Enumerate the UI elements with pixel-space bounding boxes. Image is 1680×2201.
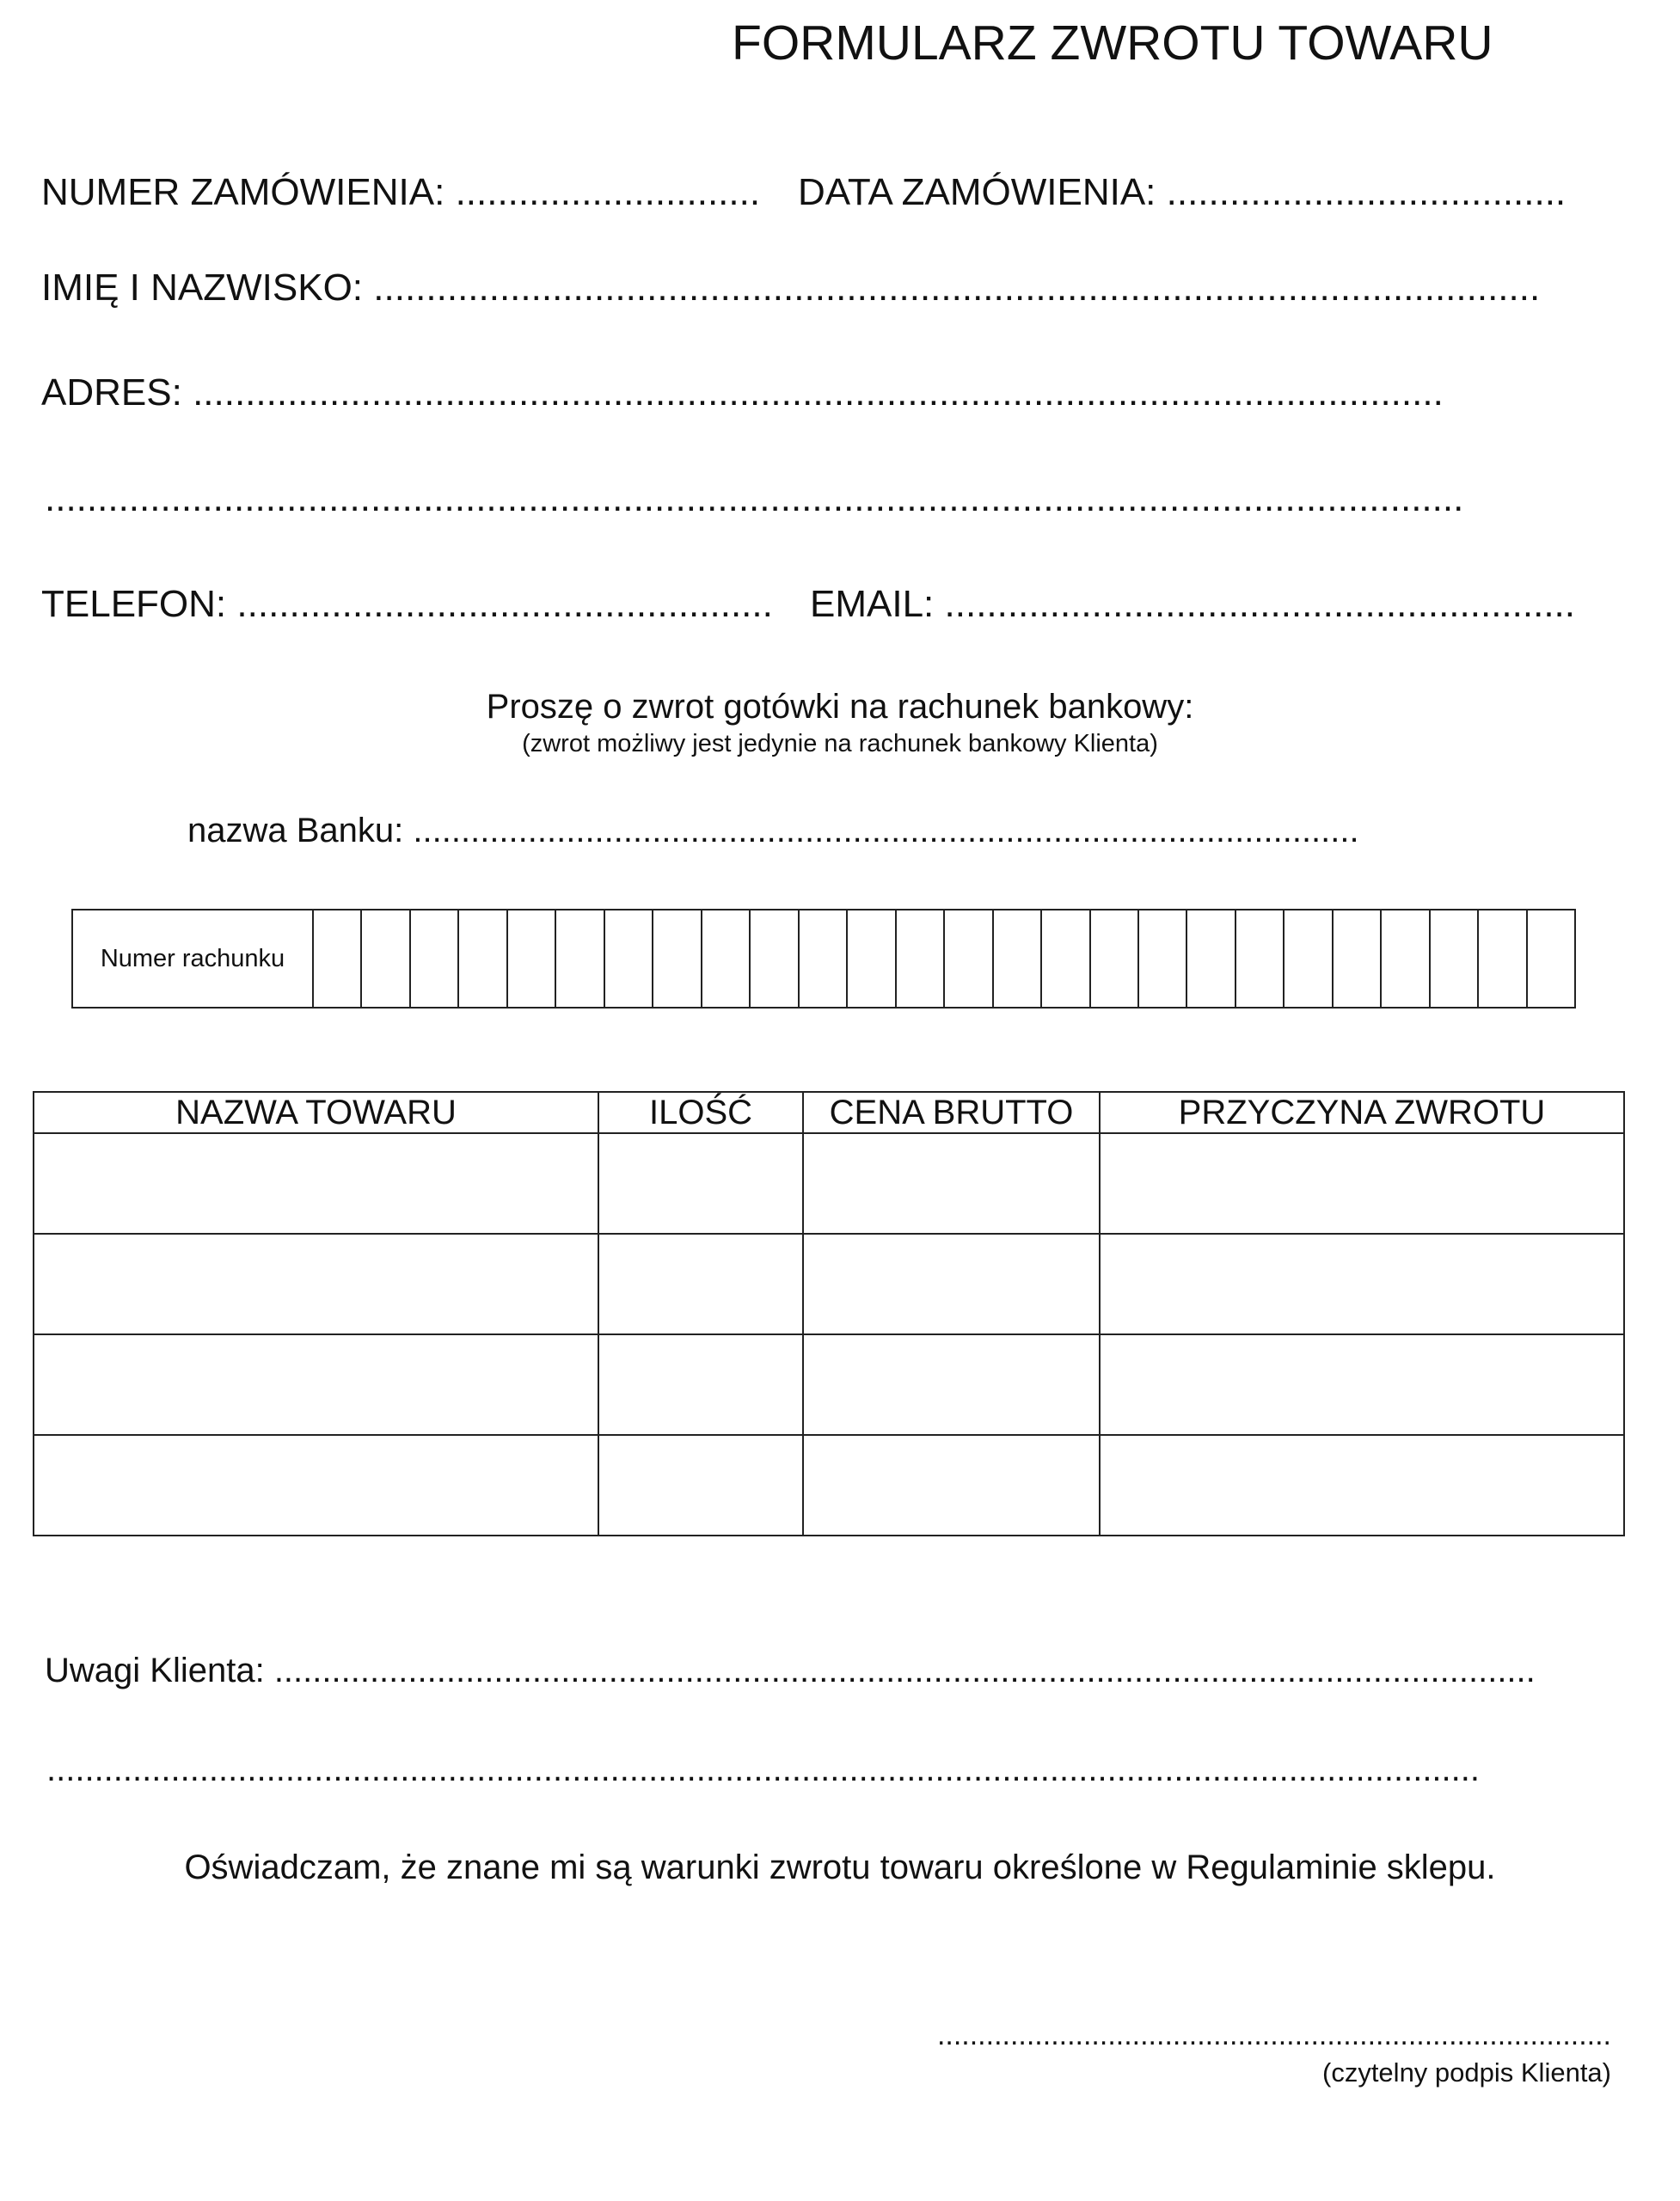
address-label: ADRES: — [41, 371, 182, 414]
account-digit-cell[interactable] — [411, 910, 459, 1007]
phone-field[interactable] — [41, 583, 773, 625]
bank-name-field[interactable] — [187, 813, 1359, 848]
email-field[interactable] — [810, 583, 1575, 625]
account-number-cells — [314, 910, 1574, 1007]
customer-remarks-field[interactable] — [45, 1653, 1536, 1688]
account-number-label: Numer rachunku — [73, 910, 314, 1007]
account-digit-cell[interactable] — [1091, 910, 1139, 1007]
account-digit-cell[interactable] — [1187, 910, 1235, 1007]
account-digit-cell[interactable] — [459, 910, 507, 1007]
cell-gross-price[interactable] — [803, 1334, 1100, 1435]
cell-product-name[interactable] — [34, 1334, 598, 1435]
account-digit-cell[interactable] — [1479, 910, 1527, 1007]
account-digit-cell[interactable] — [1431, 910, 1479, 1007]
table-row — [34, 1133, 1624, 1234]
account-digit-cell[interactable] — [848, 910, 896, 1007]
signature-caption: (czytelny podpis Klienta) — [1322, 2057, 1611, 2088]
full-name-field[interactable] — [41, 269, 1540, 307]
address-field[interactable] — [41, 371, 1444, 414]
column-header-quantity: ILOŚĆ — [598, 1092, 803, 1133]
cell-product-name[interactable] — [34, 1133, 598, 1234]
declaration-text: Oświadczam, że znane mi są warunki zwrotu towaru określone w Regulaminie sklepu. — [184, 1848, 1496, 1886]
account-digit-cell[interactable] — [314, 910, 362, 1007]
cell-quantity[interactable] — [598, 1435, 803, 1536]
account-digit-cell[interactable] — [702, 910, 751, 1007]
full-name-label: IMIĘ I NAZWISKO: — [41, 267, 364, 309]
cell-quantity[interactable] — [598, 1133, 803, 1234]
order-date-label: DATA ZAMÓWIENIA: — [798, 171, 1156, 213]
customer-remarks-label: Uwagi Klienta: — [45, 1652, 265, 1689]
refund-note: (zwrot możliwy jest jedynie na rachunek bankowy Klienta) — [522, 730, 1158, 757]
account-digit-cell[interactable] — [994, 910, 1042, 1007]
cell-gross-price[interactable] — [803, 1133, 1100, 1234]
account-digit-cell[interactable] — [751, 910, 799, 1007]
account-digit-cell[interactable] — [1042, 910, 1090, 1007]
account-digit-cell[interactable] — [1285, 910, 1333, 1007]
account-digit-cell[interactable] — [362, 910, 410, 1007]
account-digit-cell[interactable] — [1334, 910, 1382, 1007]
order-number-label: NUMER ZAMÓWIENIA: — [41, 171, 445, 213]
order-date-dots: ...................................... — [1166, 171, 1567, 213]
account-digit-cell[interactable] — [800, 910, 848, 1007]
customer-remarks-dots: .................................................................................................................................... — [273, 1652, 1536, 1689]
table-header-row — [34, 1092, 1624, 1133]
cell-product-name[interactable] — [34, 1435, 598, 1536]
cell-quantity[interactable] — [598, 1234, 803, 1334]
table-row — [34, 1234, 1624, 1334]
address-dots: ....................................................................................................................... — [193, 371, 1444, 414]
refund-heading: Proszę o zwrot gotówki na rachunek bankowy: — [486, 688, 1194, 726]
order-number-dots: ............................. — [455, 171, 761, 213]
bank-name-label: nazwa Banku: — [187, 812, 404, 849]
account-number-box — [71, 909, 1576, 1009]
cell-return-reason[interactable] — [1100, 1133, 1624, 1234]
bank-name-dots: ................................................................................................... — [413, 812, 1359, 849]
account-digit-cell[interactable] — [1139, 910, 1187, 1007]
cell-product-name[interactable] — [34, 1234, 598, 1334]
account-digit-cell[interactable] — [1382, 910, 1430, 1007]
phone-label: TELEFON: — [41, 583, 227, 625]
customer-remarks-line2-field[interactable] — [46, 1752, 1480, 1787]
order-date-field[interactable] — [798, 171, 1567, 213]
column-header-gross-price: CENA BRUTTO — [803, 1092, 1100, 1133]
returned-goods-table — [33, 1091, 1625, 1536]
cell-return-reason[interactable] — [1100, 1334, 1624, 1435]
phone-dots: ................................................... — [236, 583, 773, 625]
email-dots: ............................................................ — [944, 583, 1575, 625]
table-row — [34, 1334, 1624, 1435]
email-label: EMAIL: — [810, 583, 935, 625]
account-digit-cell[interactable] — [508, 910, 556, 1007]
table-row — [34, 1435, 1624, 1536]
address-line2-dots: ....................................................................................................................................... — [45, 477, 1464, 519]
account-digit-cell[interactable] — [556, 910, 604, 1007]
order-number-field[interactable] — [41, 171, 761, 213]
cell-return-reason[interactable] — [1100, 1435, 1624, 1536]
account-digit-cell[interactable] — [653, 910, 702, 1007]
cell-gross-price[interactable] — [803, 1234, 1100, 1334]
cell-return-reason[interactable] — [1100, 1234, 1624, 1334]
address-line2-field[interactable] — [45, 477, 1464, 519]
account-digit-cell[interactable] — [605, 910, 653, 1007]
column-header-return-reason: PRZYCZYNA ZWROTU — [1100, 1092, 1624, 1133]
account-digit-cell[interactable] — [945, 910, 993, 1007]
cell-quantity[interactable] — [598, 1334, 803, 1435]
full-name-dots: ............................................................................................................... — [373, 267, 1541, 309]
cell-gross-price[interactable] — [803, 1435, 1100, 1536]
account-digit-cell[interactable] — [1528, 910, 1574, 1007]
column-header-product-name: NAZWA TOWARU — [34, 1092, 598, 1133]
customer-remarks-line2-dots: ...................................................................................................................................................... — [46, 1750, 1480, 1788]
account-digit-cell[interactable] — [897, 910, 945, 1007]
account-digit-cell[interactable] — [1236, 910, 1285, 1007]
signature-line[interactable]: ................................................................................... — [936, 2019, 1611, 2051]
form-title: FORMULARZ ZWROTU TOWARU — [732, 15, 1493, 71]
